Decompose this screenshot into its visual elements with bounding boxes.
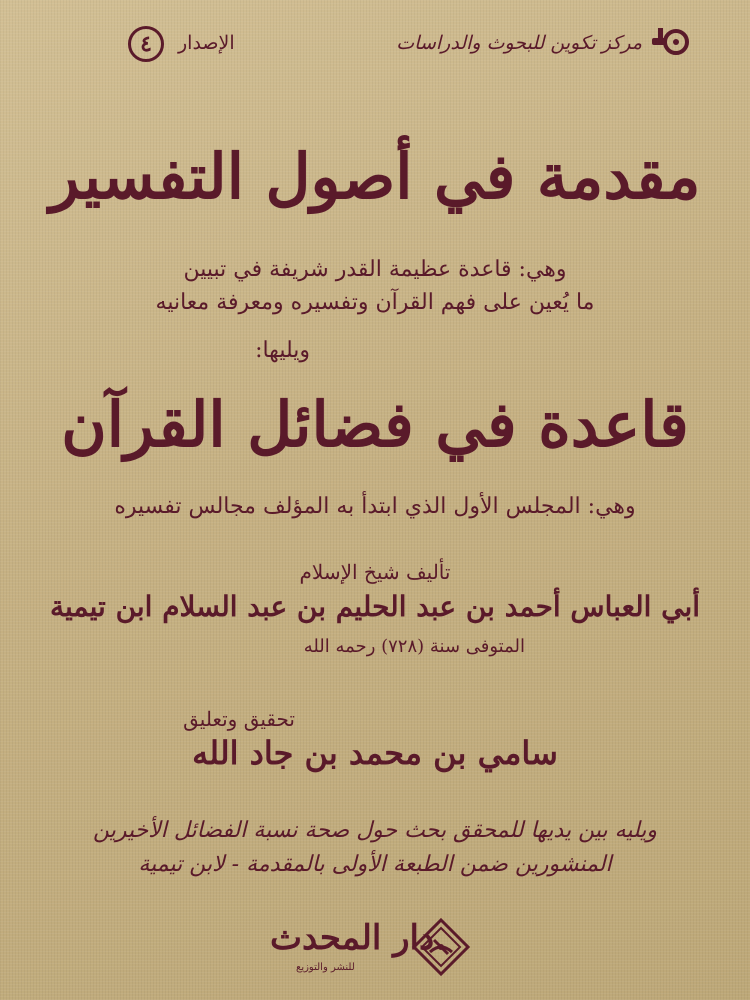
issue-label: الإصدار: [178, 32, 235, 54]
author-death-note: المتوفى سنة (٧٢٨) رحمه الله: [303, 636, 525, 657]
appendix-note-line1: ويليه بين يديها للمحقق بحث حول صحة نسبة الفضائل الأخيرين: [92, 818, 658, 843]
followed-by-label: ويليها:: [255, 338, 310, 363]
top-bar: [0, 18, 750, 68]
publisher-logo-icon: [650, 24, 690, 58]
appendix-note-line2: المنشورين ضمن الطبعة الأولى بالمقدمة - لابن تيمية: [138, 852, 612, 877]
editor-label: تحقيق وتعليق: [183, 707, 295, 731]
footer-publisher-subtitle: للنشر والتوزيع: [296, 962, 355, 973]
second-title: قاعدة في فضائل القرآن: [61, 388, 689, 461]
footer-publisher-name: دار المحدث: [270, 918, 435, 958]
author-label: تأليف شيخ الإسلام: [299, 560, 451, 584]
issue-number-badge: ٤: [128, 26, 164, 62]
main-title-description-line2: ما يُعين على فهم القرآن وتفسيره ومعرفة معانيه: [155, 290, 595, 315]
main-title-description-line1: وهي: قاعدة عظيمة القدر شريفة في تبيين: [183, 257, 567, 282]
main-title: مقدمة في أصول التفسير: [49, 140, 701, 213]
editor-name: سامي بن محمد بن جاد الله: [192, 734, 558, 772]
book-emblem-icon: [412, 918, 470, 976]
author-name: أبي العباس أحمد بن عبد الحليم بن عبد السلام ابن تيمية: [49, 590, 701, 623]
publisher-name: مركز تكوين للبحوث والدراسات: [396, 32, 642, 54]
second-title-description: وهي: المجلس الأول الذي ابتدأ به المؤلف مجالس تفسيره: [114, 494, 636, 519]
